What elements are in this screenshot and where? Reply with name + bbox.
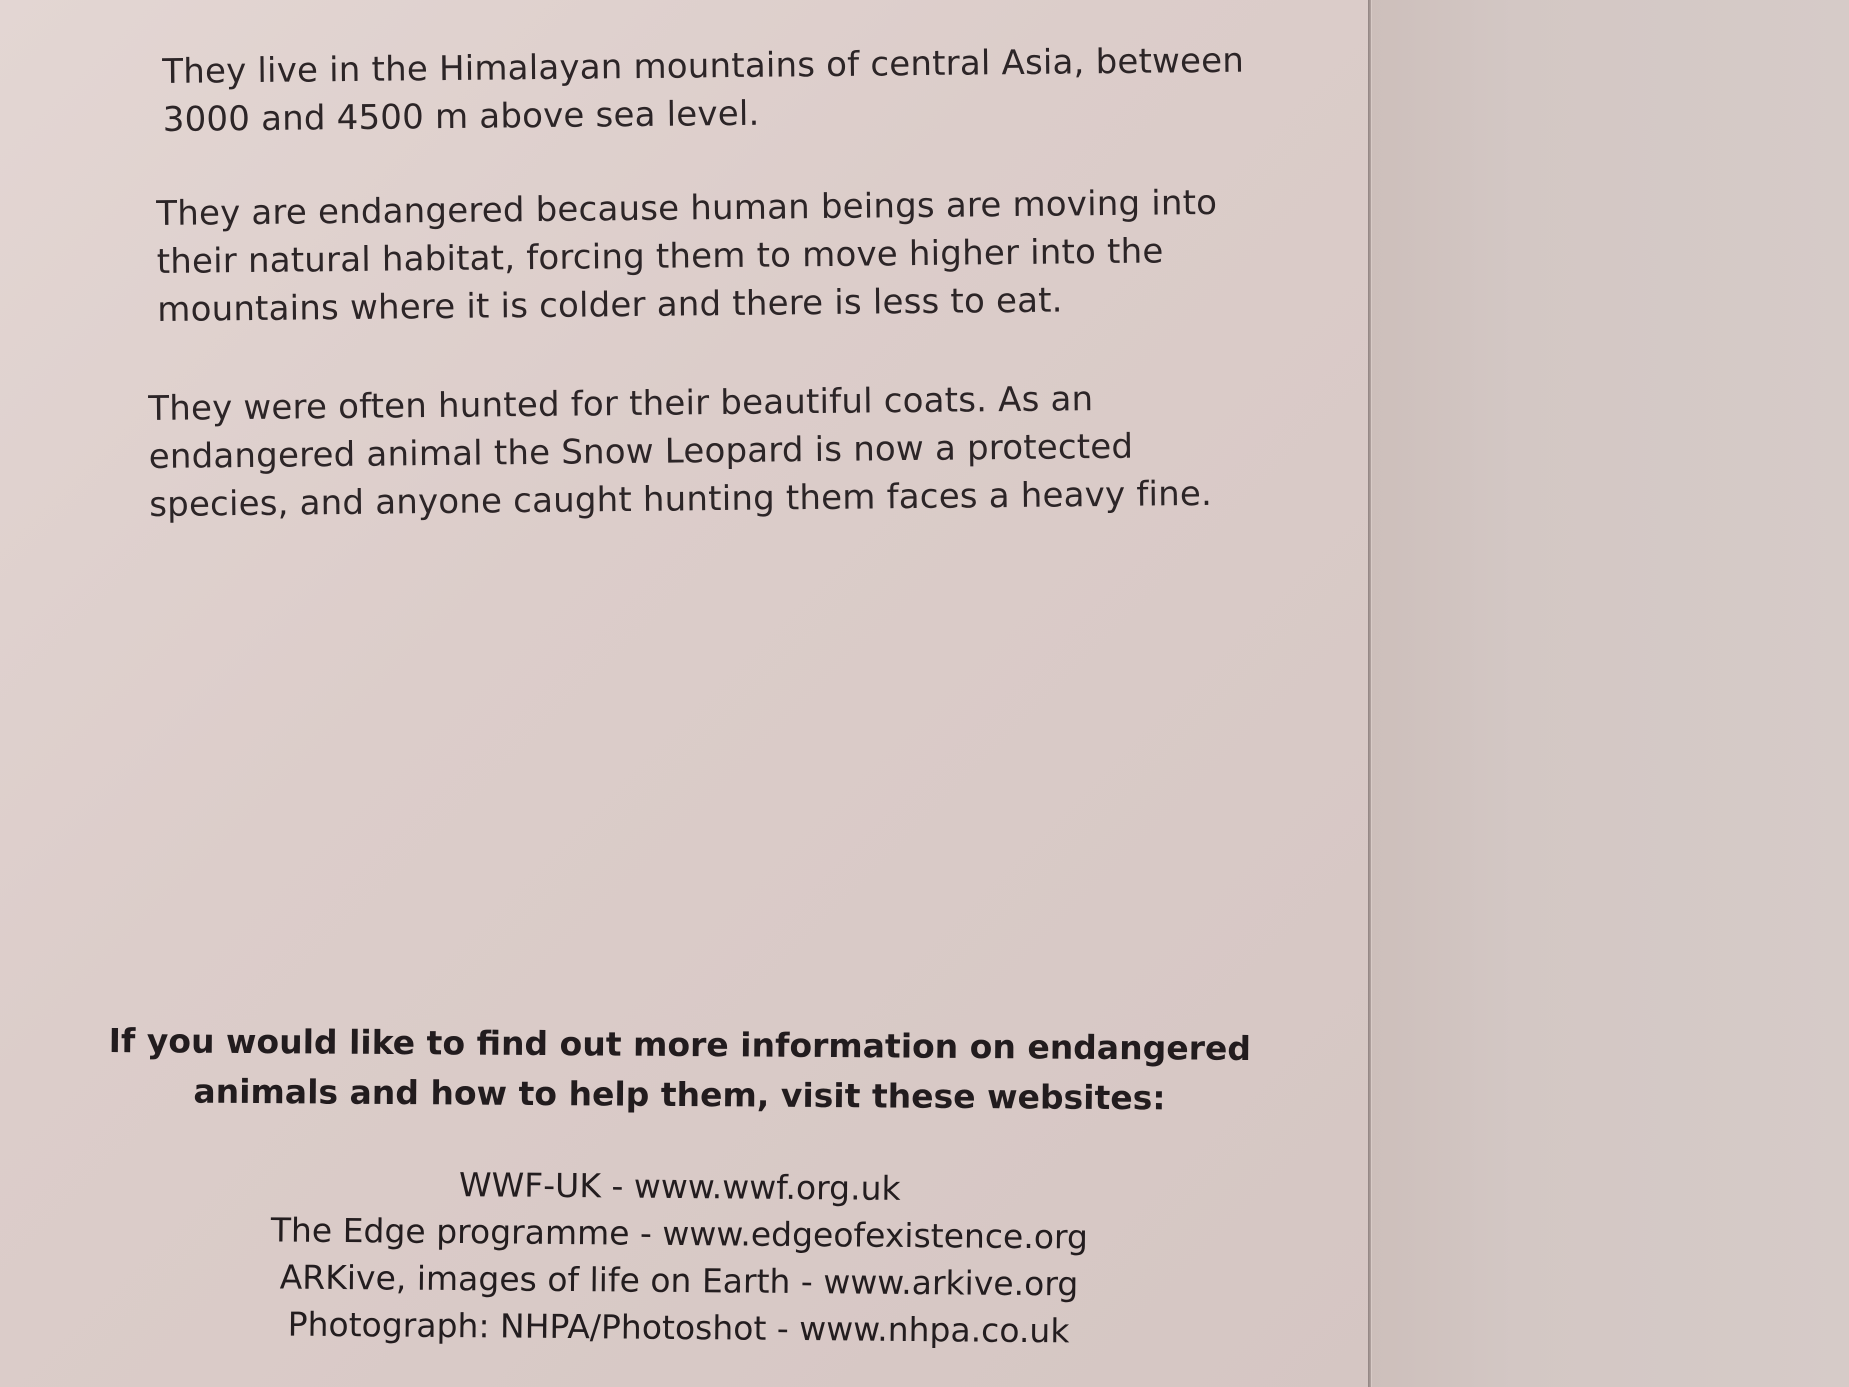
website-wwf: WWF-UK - www.wwf.org.uk: [458, 1165, 901, 1208]
paragraph-hunting: They were often hunted for their beautiful coats. As an endangered animal the Snow Leopard is now a protected species, and anyone caught hunting them faces a heavy fine.: [148, 379, 1213, 525]
website-arkive: ARKive, images of life on Earth - www.arkive.org: [279, 1257, 1079, 1304]
right-page: [1372, 0, 1849, 1387]
website-edge: The Edge programme - www.edgeofexistence.org: [270, 1210, 1089, 1257]
website-list: [178, 1159, 1180, 1356]
website-nhpa: Photograph: NHPA/Photoshot - www.nhpa.co.uk: [287, 1304, 1070, 1351]
page-fold: [1368, 0, 1371, 1387]
paragraph-endangered: They are endangered because human beings are moving into their natural habitat, forcing them to move higher into the mountains where it is colder and there is less to eat.: [156, 182, 1218, 330]
more-info-heading: If you would like to find out more information on endangered animals and how to help them, visit these websites:: [108, 1021, 1252, 1118]
paragraph-habitat: They live in the Himalayan mountains of central Asia, between 3000 and 4500 m above sea level.: [162, 40, 1245, 140]
